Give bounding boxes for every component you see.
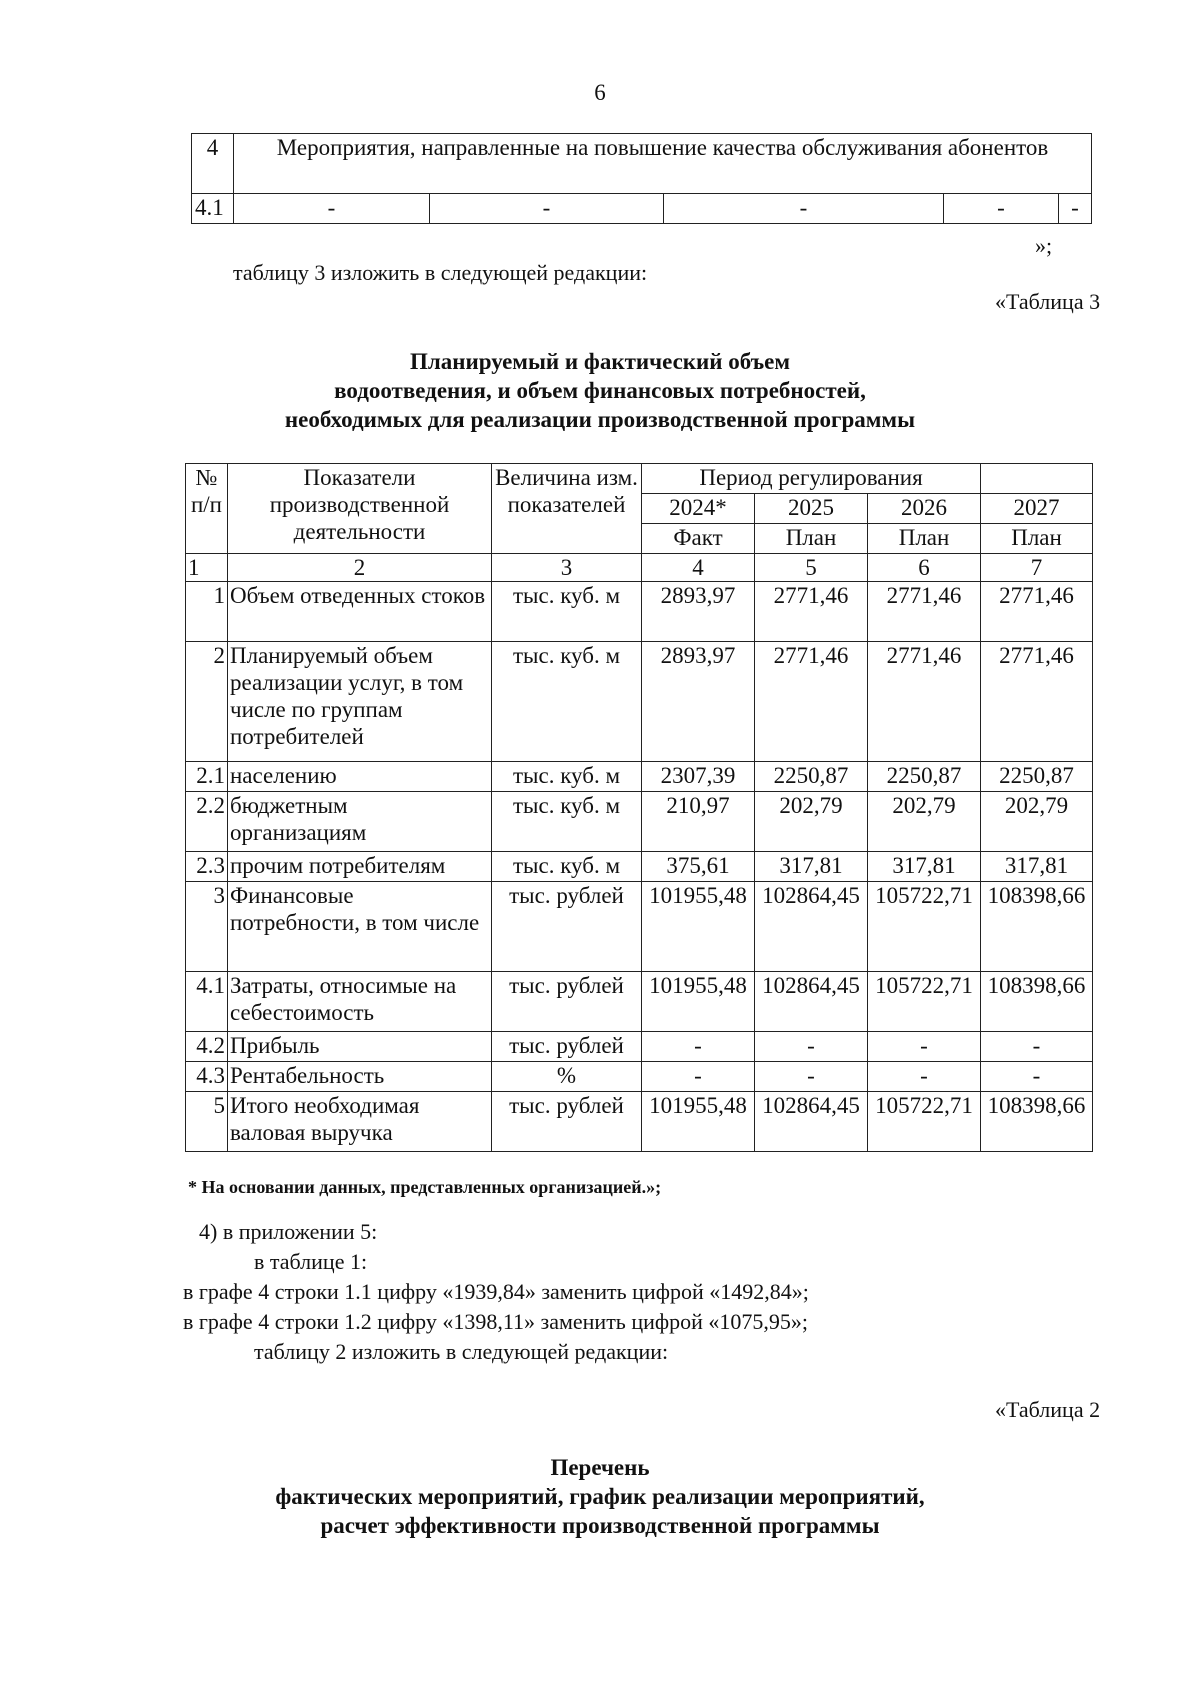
row-unit: тыс. рублей: [492, 972, 642, 1032]
col-header-kind: План: [755, 524, 868, 554]
table-row: [186, 1062, 1093, 1092]
section-title: Мероприятия, направленные на повышение качества обслуживания абонентов: [234, 134, 1092, 194]
table-row: [186, 882, 1093, 972]
row-indicator: Итого необходимая валовая выручка: [228, 1092, 492, 1152]
table-cell: -: [234, 194, 430, 224]
col-number: 5: [755, 554, 868, 582]
col-header-kind: Факт: [642, 524, 755, 554]
col-header-year: 2024*: [642, 494, 755, 524]
table-cell: -: [944, 194, 1059, 224]
paragraph: 4) в приложении 5:: [199, 1219, 378, 1244]
row-value: 2771,46: [981, 582, 1093, 642]
table2-title-line: Перечень: [550, 1455, 650, 1480]
row-value: 101955,48: [642, 882, 755, 972]
table3: [185, 463, 1093, 1152]
row-value: 2250,87: [755, 762, 868, 792]
row-value: -: [868, 1062, 981, 1092]
row-indicator: Рентабельность: [228, 1062, 492, 1092]
table-row: [186, 852, 1093, 882]
table-row: [186, 582, 1093, 642]
col-number: 7: [981, 554, 1093, 582]
row-number: 2: [186, 642, 228, 762]
row-indicator: Прибыль: [228, 1032, 492, 1062]
row-value: 102864,45: [755, 972, 868, 1032]
table2-title-line: фактических мероприятий, график реализации мероприятий,: [275, 1484, 925, 1509]
table3-title: [0, 347, 1200, 434]
row-number: 2.1: [186, 762, 228, 792]
row-number: 1: [186, 582, 228, 642]
col-number: 1: [186, 554, 228, 582]
table-row: [186, 972, 1093, 1032]
row-value: 317,81: [981, 852, 1093, 882]
row-value: 2893,97: [642, 642, 755, 762]
row-value: 202,79: [755, 792, 868, 852]
table-row: [186, 762, 1093, 792]
table-row: [192, 194, 1092, 224]
col-number: 4: [642, 554, 755, 582]
row-value: -: [642, 1032, 755, 1062]
row-value: 102864,45: [755, 1092, 868, 1152]
footnote: * На основании данных, представленных организацией.»;: [188, 1177, 662, 1197]
row-number: 2.2: [186, 792, 228, 852]
table3-label: «Таблица 3: [995, 289, 1101, 314]
intro-text: таблицу 3 изложить в следующей редакции:: [233, 260, 648, 285]
table-row: [192, 134, 1092, 194]
table2-label: «Таблица 2: [995, 1397, 1101, 1422]
col-header-year: 2025: [755, 494, 868, 524]
row-number: 4.1: [186, 972, 228, 1032]
table-row: [186, 642, 1093, 762]
col-header-kind: План: [981, 524, 1093, 554]
row-unit: тыс. рублей: [492, 1032, 642, 1062]
col-number: 3: [492, 554, 642, 582]
row-unit: тыс. куб. м: [492, 762, 642, 792]
row-unit: %: [492, 1062, 642, 1092]
row-value: 2250,87: [981, 762, 1093, 792]
row-value: 101955,48: [642, 972, 755, 1032]
row-indicator: Финансовые потребности, в том числе: [228, 882, 492, 972]
row-value: -: [981, 1032, 1093, 1062]
row-indicator: Планируемый объем реализации услуг, в том числе по группам потребителей: [228, 642, 492, 762]
row-value: 105722,71: [868, 1092, 981, 1152]
row-value: -: [755, 1032, 868, 1062]
row-value: -: [755, 1062, 868, 1092]
row-unit: тыс. куб. м: [492, 852, 642, 882]
row-value: 2771,46: [755, 582, 868, 642]
col-header-kind: План: [868, 524, 981, 554]
table-row: [186, 1092, 1093, 1152]
row-indicator: бюджетным организациям: [228, 792, 492, 852]
row-unit: тыс. рублей: [492, 882, 642, 972]
row-unit: тыс. куб. м: [492, 642, 642, 762]
table3-title-line: необходимых для реализации производственной программы: [284, 407, 916, 432]
row-indicator: населению: [228, 762, 492, 792]
row-unit: тыс. куб. м: [492, 582, 642, 642]
row-unit: тыс. рублей: [492, 1092, 642, 1152]
col-number: 2: [228, 554, 492, 582]
table-row: [186, 1032, 1093, 1062]
row-value: 108398,66: [981, 1092, 1093, 1152]
section-number: 4: [192, 134, 234, 194]
table3-title-line: Планируемый и фактический объем: [409, 349, 791, 374]
header-row: [186, 464, 1093, 494]
col-number: 6: [868, 554, 981, 582]
table3-body: [186, 582, 1093, 1152]
row-value: 210,97: [642, 792, 755, 852]
row-value: 2771,46: [868, 642, 981, 762]
row-value: 105722,71: [868, 882, 981, 972]
col-header-unit: Величина изм. показателей: [492, 464, 642, 554]
row-number: 5: [186, 1092, 228, 1152]
table2-title: [0, 1453, 1200, 1540]
table-cell: -: [664, 194, 944, 224]
row-indicator: Объем отведенных стоков: [228, 582, 492, 642]
table-cell: -: [430, 194, 664, 224]
closing-quote: »;: [1035, 233, 1053, 258]
col-header-period: Период регулирования: [642, 464, 981, 494]
col-header-num: № п/п: [186, 464, 228, 554]
paragraph: в графе 4 строки 1.1 цифру «1939,84» заменить цифрой «1492,84»;: [183, 1279, 809, 1304]
row-value: 2307,39: [642, 762, 755, 792]
row-value: 108398,66: [981, 972, 1093, 1032]
row-value: 102864,45: [755, 882, 868, 972]
row-unit: тыс. куб. м: [492, 792, 642, 852]
row-value: -: [981, 1062, 1093, 1092]
row-value: 317,81: [755, 852, 868, 882]
row-number: 2.3: [186, 852, 228, 882]
row-value: 101955,48: [642, 1092, 755, 1152]
col-header-indicator: Показатели производственной деятельности: [228, 464, 492, 554]
row-value: 2771,46: [981, 642, 1093, 762]
row-number: 4.3: [186, 1062, 228, 1092]
row-value: 108398,66: [981, 882, 1093, 972]
row-value: 375,61: [642, 852, 755, 882]
row-number: 4.2: [186, 1032, 228, 1062]
row-value: -: [868, 1032, 981, 1062]
col-header-year: 2026: [868, 494, 981, 524]
row-value: 317,81: [868, 852, 981, 882]
row-value: 2771,46: [868, 582, 981, 642]
row-number: 3: [186, 882, 228, 972]
paragraph: таблицу 2 изложить в следующей редакции:: [254, 1339, 669, 1364]
paragraph: в графе 4 строки 1.2 цифру «1398,11» заменить цифрой «1075,95»;: [183, 1309, 809, 1334]
row-value: 2250,87: [868, 762, 981, 792]
row-value: 105722,71: [868, 972, 981, 1032]
table3-title-line: водоотведения, и объем финансовых потребностей,: [334, 378, 866, 403]
row-value: 202,79: [868, 792, 981, 852]
table-cell: -: [1059, 194, 1092, 224]
item-number: 4.1: [192, 194, 234, 224]
row-value: 2771,46: [755, 642, 868, 762]
row-value: 2893,97: [642, 582, 755, 642]
col-header-empty: [981, 464, 1093, 494]
row-value: 202,79: [981, 792, 1093, 852]
row-indicator: Затраты, относимые на себестоимость: [228, 972, 492, 1032]
table2-title-line: расчет эффективности производственной программы: [320, 1513, 880, 1538]
table-row: [186, 792, 1093, 852]
col-number-row: [186, 554, 1093, 582]
top-table-fragment: [191, 133, 1092, 224]
page-number: 6: [594, 80, 606, 105]
row-indicator: прочим потребителям: [228, 852, 492, 882]
row-value: -: [642, 1062, 755, 1092]
paragraph: в таблице 1:: [254, 1249, 368, 1274]
col-header-year: 2027: [981, 494, 1093, 524]
